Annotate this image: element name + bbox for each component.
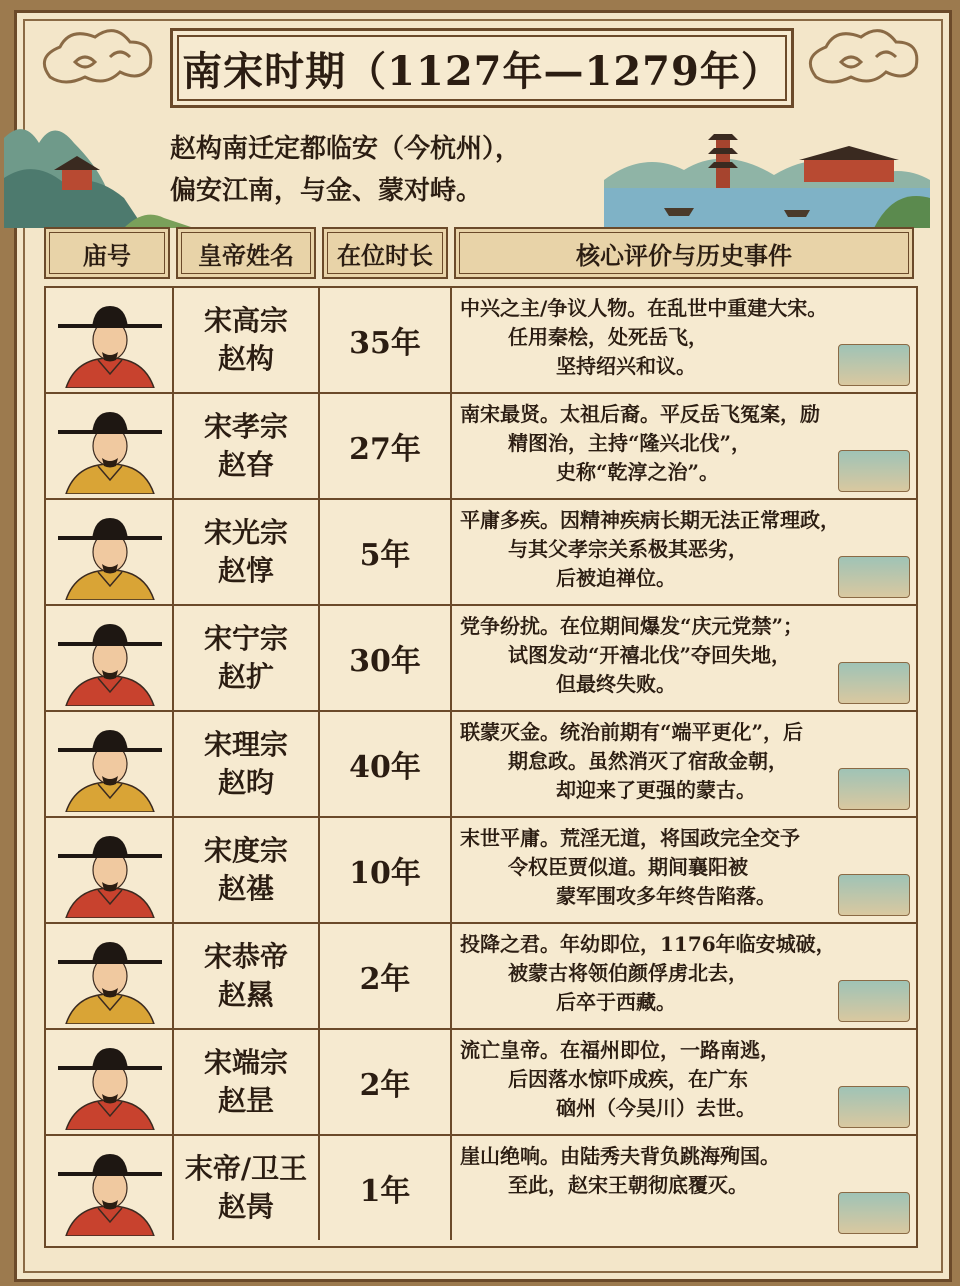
emperor-portrait-icon bbox=[56, 930, 164, 1024]
emperor-name: 赵惇 bbox=[217, 554, 274, 587]
reign-length: 1年 bbox=[359, 1174, 411, 1209]
description-line: 任用秦桧，处死岳飞， bbox=[508, 325, 708, 349]
page-title: 南宋时期（1127年—1279年） bbox=[182, 47, 782, 95]
emperor-table bbox=[44, 286, 918, 1248]
emperor-name: 赵昰 bbox=[217, 1084, 274, 1117]
reign-cell bbox=[320, 288, 452, 392]
description-line: 南宋最贤。太祖后裔。平反岳飞冤案，励 bbox=[460, 402, 820, 426]
history-scene-illustration bbox=[838, 344, 910, 386]
portrait-cell bbox=[46, 924, 174, 1028]
description-line: 投降之君。年幼即位，1176年临安城破， bbox=[460, 932, 836, 956]
history-scene-illustration bbox=[838, 662, 910, 704]
history-scene-illustration bbox=[838, 556, 910, 598]
name-cell bbox=[174, 712, 320, 816]
reign-cell bbox=[320, 818, 452, 922]
description-cell bbox=[452, 924, 916, 1028]
description-line: 联蒙灭金。统治前期有“端平更化”，后 bbox=[460, 720, 804, 744]
emperor-name: 赵昀 bbox=[217, 766, 274, 799]
reign-cell bbox=[320, 1136, 452, 1240]
description-line: 试图发动“开禧北伐”夺回失地， bbox=[508, 643, 792, 667]
emperor-portrait-icon bbox=[56, 400, 164, 494]
description-line: 坚持绍兴和议。 bbox=[556, 354, 696, 378]
description-line: 史称“乾淳之治”。 bbox=[556, 460, 720, 484]
emperor-portrait-icon bbox=[56, 612, 164, 706]
table-row bbox=[46, 288, 916, 394]
table-row bbox=[46, 394, 916, 500]
reign-cell bbox=[320, 1030, 452, 1134]
reign-length: 2年 bbox=[359, 962, 411, 997]
table-row bbox=[46, 924, 916, 1030]
description-cell bbox=[452, 394, 916, 498]
table-row bbox=[46, 818, 916, 924]
description-line: 平庸多疾。因精神疾病长期无法正常理政， bbox=[460, 508, 840, 532]
reign-cell bbox=[320, 712, 452, 816]
description-line: 中兴之主/争议人物。在乱世中重建大宋。 bbox=[460, 296, 828, 320]
description-cell bbox=[452, 1030, 916, 1134]
cloud-ornament-right bbox=[796, 22, 936, 102]
header-desc: 核心评价与历史事件 bbox=[454, 227, 914, 279]
name-cell bbox=[174, 1030, 320, 1134]
portrait-cell bbox=[46, 606, 174, 710]
header-temple: 庙号 bbox=[44, 227, 170, 279]
description-line: 但最终失败。 bbox=[556, 672, 676, 696]
description-line: 后被迫禅位。 bbox=[556, 566, 676, 590]
temple-name: 宋光宗 bbox=[203, 516, 288, 549]
name-cell bbox=[174, 606, 320, 710]
portrait-cell bbox=[46, 500, 174, 604]
description-cell bbox=[452, 1136, 916, 1240]
reign-cell bbox=[320, 394, 452, 498]
cloud-ornament-left bbox=[30, 22, 170, 102]
emperor-portrait-icon bbox=[56, 718, 164, 812]
portrait-cell bbox=[46, 1136, 174, 1240]
table-row bbox=[46, 500, 916, 606]
emperor-name: 赵构 bbox=[217, 342, 274, 375]
description-line: 硇州（今吴川）去世。 bbox=[556, 1096, 756, 1120]
emperor-name: 赵禥 bbox=[217, 872, 274, 905]
emperor-portrait-icon bbox=[56, 294, 164, 388]
temple-name: 宋度宗 bbox=[203, 834, 288, 867]
name-cell bbox=[174, 818, 320, 922]
reign-cell bbox=[320, 606, 452, 710]
emperor-name: 赵扩 bbox=[217, 660, 274, 693]
portrait-cell bbox=[46, 288, 174, 392]
name-cell bbox=[174, 500, 320, 604]
reign-cell bbox=[320, 924, 452, 1028]
mountain-pavilion-illustration bbox=[4, 108, 194, 228]
emperor-name: 赵昚 bbox=[217, 448, 274, 481]
reign-length: 2年 bbox=[359, 1068, 411, 1103]
table-row bbox=[46, 1136, 916, 1240]
emperor-portrait-icon bbox=[56, 1142, 164, 1236]
description-line: 被蒙古将领伯颜俘虏北去， bbox=[508, 961, 748, 985]
history-scene-illustration bbox=[838, 1192, 910, 1234]
portrait-cell bbox=[46, 1030, 174, 1134]
temple-name: 宋高宗 bbox=[203, 304, 288, 337]
reign-length: 35年 bbox=[349, 326, 421, 361]
table-row bbox=[46, 712, 916, 818]
temple-name: 宋理宗 bbox=[203, 728, 288, 761]
emperor-name: 赵昺 bbox=[217, 1190, 274, 1223]
temple-name: 宋恭帝 bbox=[203, 940, 288, 973]
description-line: 期怠政。虽然消灭了宿敌金朝， bbox=[508, 749, 788, 773]
name-cell bbox=[174, 394, 320, 498]
portrait-cell bbox=[46, 712, 174, 816]
history-scene-illustration bbox=[838, 450, 910, 492]
description-line: 后卒于西藏。 bbox=[556, 990, 676, 1014]
portrait-cell bbox=[46, 818, 174, 922]
description-line: 至此，赵宋王朝彻底覆灭。 bbox=[508, 1173, 748, 1197]
temple-name: 宋端宗 bbox=[203, 1046, 288, 1079]
west-lake-pagoda-illustration bbox=[604, 110, 930, 228]
reign-length: 30年 bbox=[349, 644, 421, 679]
history-scene-illustration bbox=[838, 1086, 910, 1128]
description-line: 后因落水惊吓成疾，在广东 bbox=[508, 1067, 748, 1091]
name-cell bbox=[174, 1136, 320, 1240]
emperor-name: 赵㬎 bbox=[217, 978, 274, 1011]
description-line: 蒙军围攻多年终告陷落。 bbox=[556, 884, 776, 908]
description-cell bbox=[452, 712, 916, 816]
reign-cell bbox=[320, 500, 452, 604]
history-scene-illustration bbox=[838, 874, 910, 916]
header-reign: 在位时长 bbox=[322, 227, 448, 279]
name-cell bbox=[174, 924, 320, 1028]
intro-line-1: 赵构南迁定都临安（今杭州）， bbox=[170, 134, 522, 164]
temple-name: 宋孝宗 bbox=[203, 410, 288, 443]
temple-name: 宋宁宗 bbox=[203, 622, 288, 655]
description-line: 与其父孝宗关系极其恶劣， bbox=[508, 537, 748, 561]
reign-length: 5年 bbox=[359, 538, 411, 573]
description-line: 崖山绝响。由陆秀夫背负跳海殉国。 bbox=[460, 1144, 780, 1168]
reign-length: 40年 bbox=[349, 750, 421, 785]
description-cell bbox=[452, 818, 916, 922]
description-line: 党争纷扰。在位期间爆发“庆元党禁”； bbox=[460, 614, 804, 638]
temple-name: 末帝/卫王 bbox=[184, 1152, 308, 1185]
history-scene-illustration bbox=[838, 768, 910, 810]
portrait-cell bbox=[46, 394, 174, 498]
intro-line-2: 偏安江南，与金、蒙对峙。 bbox=[170, 176, 483, 206]
reign-length: 27年 bbox=[349, 432, 421, 467]
description-line: 精图治，主持“隆兴北伐”， bbox=[508, 431, 752, 455]
description-cell bbox=[452, 606, 916, 710]
title-frame bbox=[170, 28, 794, 108]
reign-length: 10年 bbox=[349, 856, 421, 891]
description-cell bbox=[452, 500, 916, 604]
description-line: 令权臣贾似道。期间襄阳被 bbox=[508, 855, 748, 879]
emperor-portrait-icon bbox=[56, 1036, 164, 1130]
table-row bbox=[46, 1030, 916, 1136]
description-cell bbox=[452, 288, 916, 392]
description-line: 末世平庸。荒淫无道，将国政完全交予 bbox=[460, 826, 800, 850]
table-row bbox=[46, 606, 916, 712]
emperor-portrait-icon bbox=[56, 824, 164, 918]
description-line: 却迎来了更强的蒙古。 bbox=[556, 778, 756, 802]
name-cell bbox=[174, 288, 320, 392]
table-header bbox=[44, 227, 914, 279]
description-line: 流亡皇帝。在福州即位，一路南逃， bbox=[460, 1038, 780, 1062]
intro-text bbox=[170, 128, 620, 212]
history-scene-illustration bbox=[838, 980, 910, 1022]
emperor-portrait-icon bbox=[56, 506, 164, 600]
header-name: 皇帝姓名 bbox=[176, 227, 316, 279]
